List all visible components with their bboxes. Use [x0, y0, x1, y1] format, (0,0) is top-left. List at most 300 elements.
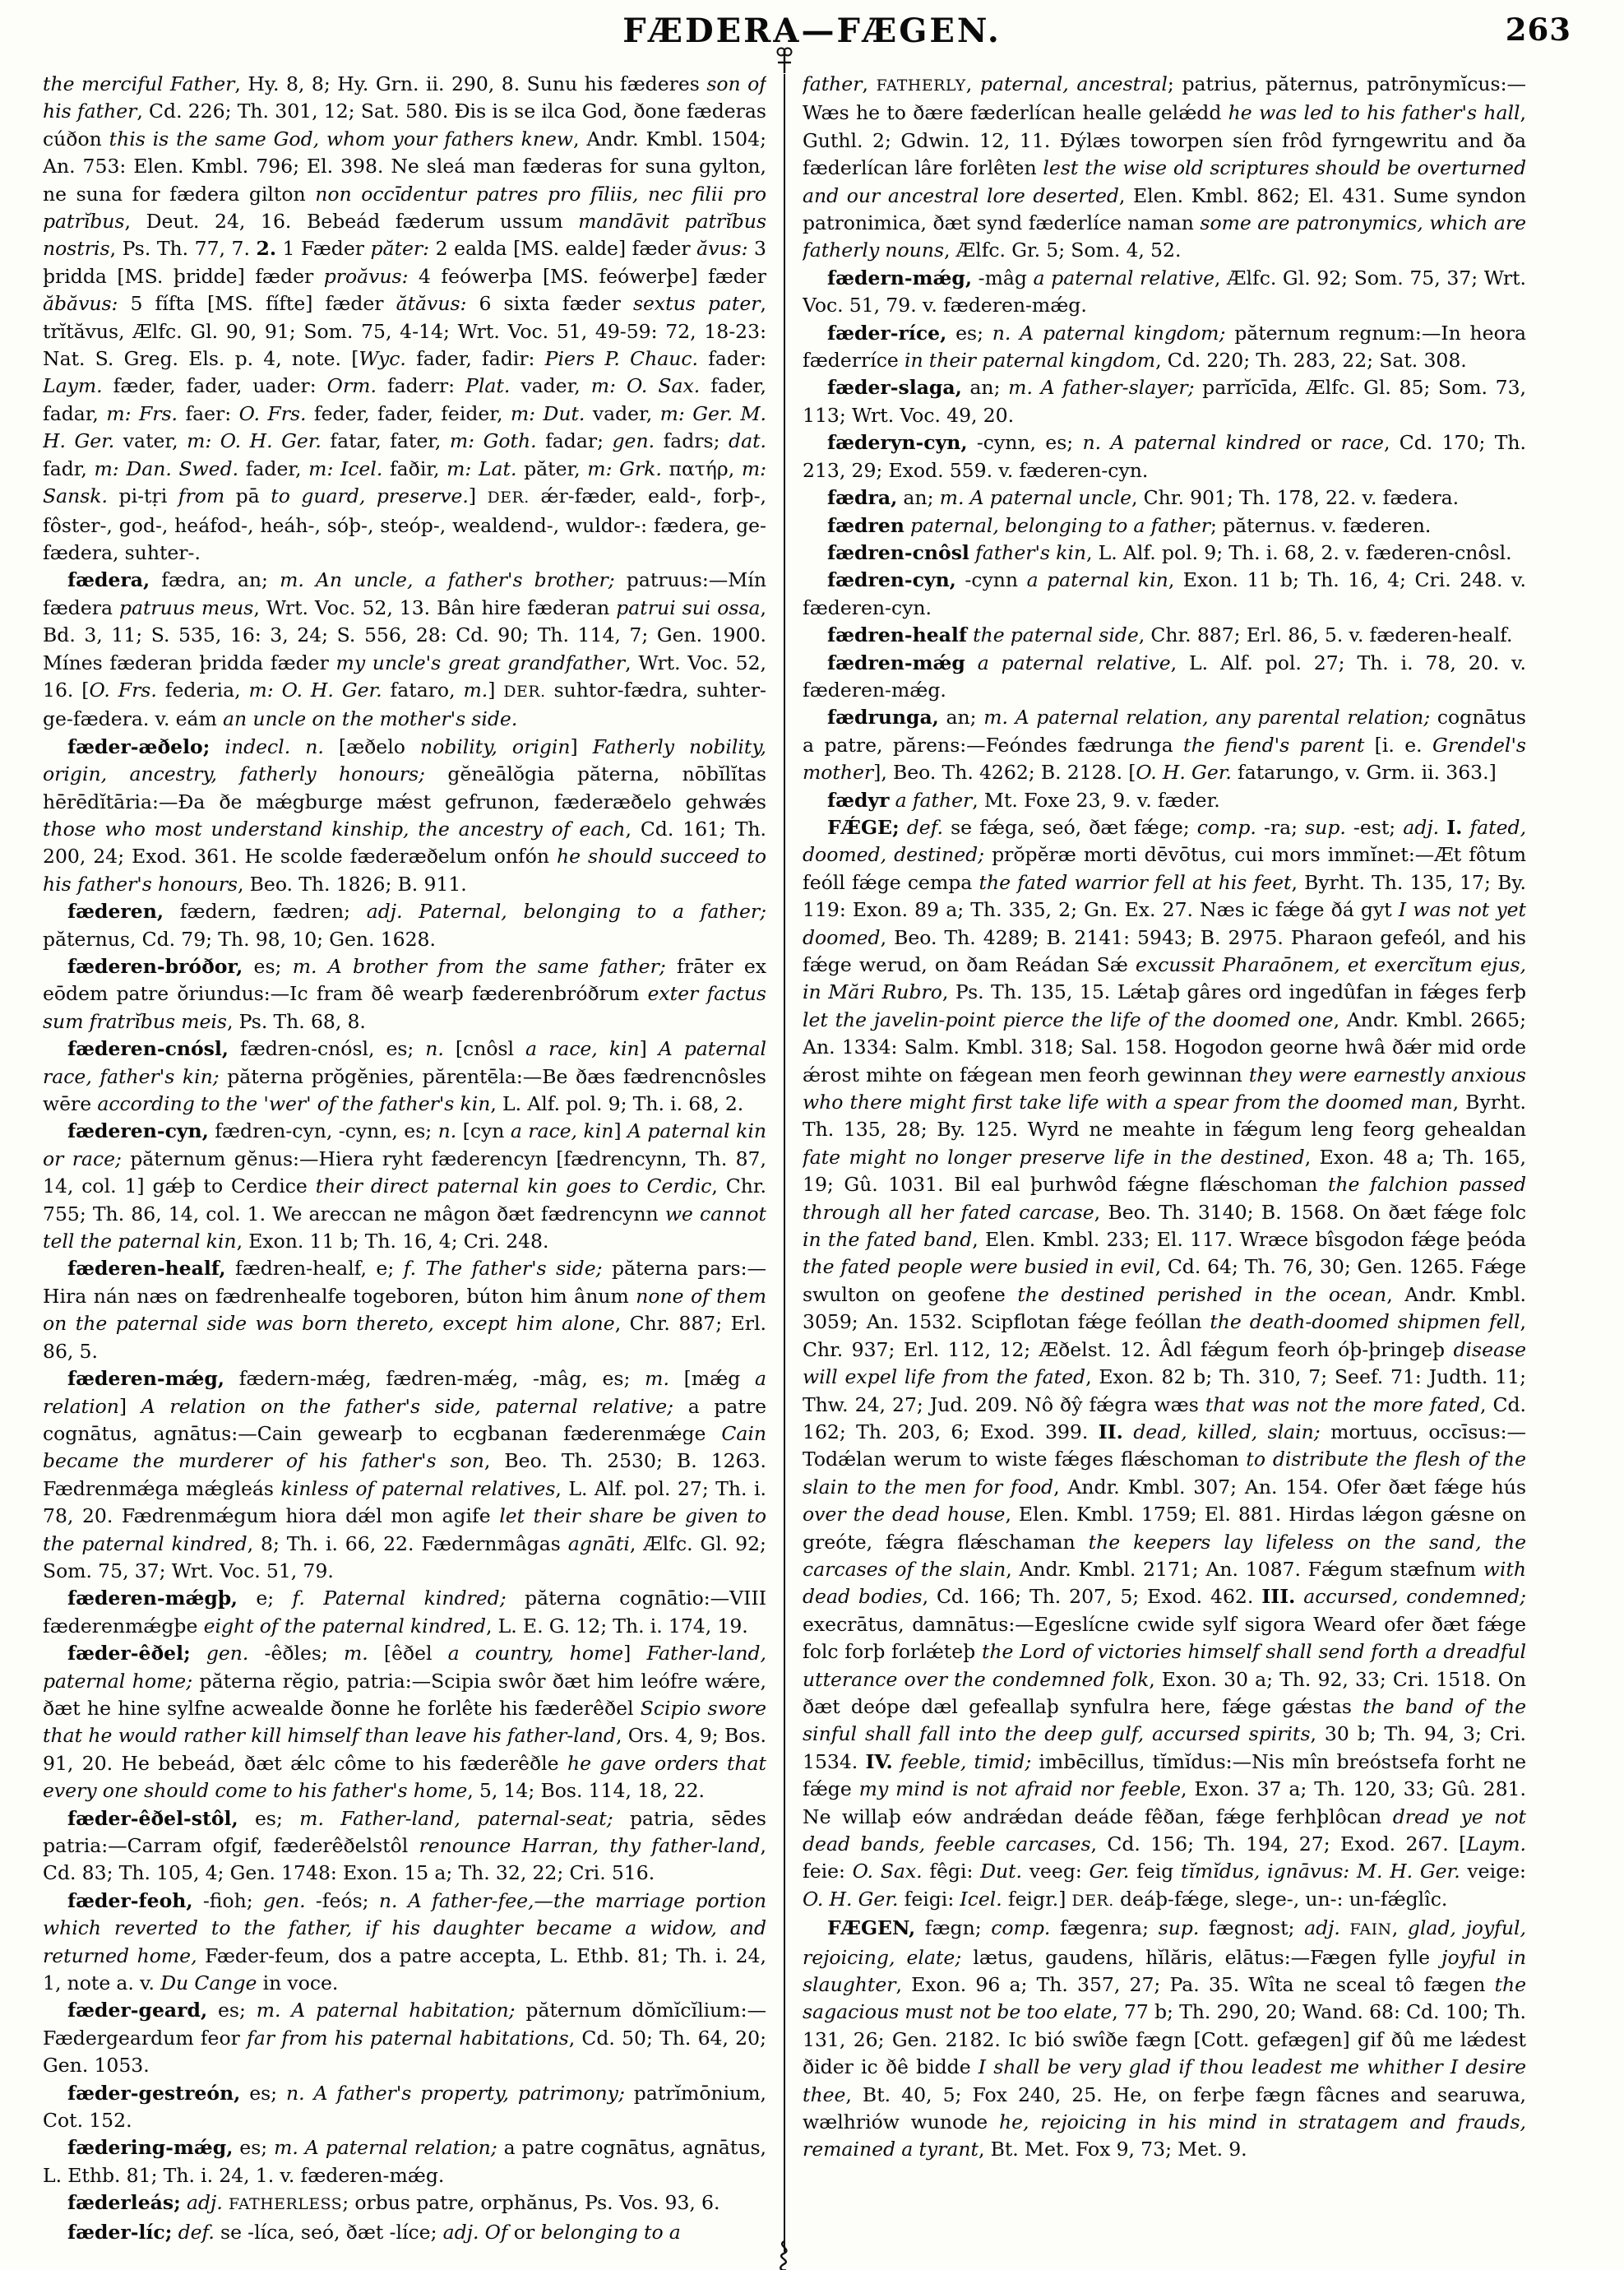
text-run	[890, 789, 895, 812]
text-run: , Ælfc. Gl. 92; Som. 75, 37; Wrt. Voc. 51, 79. v. fæderen-mǽg.	[803, 266, 1526, 317]
text-run: accursed, condemned;	[1303, 1585, 1526, 1609]
text-run: suhtor-fædra, suhter-ge-fædera. v. eám	[43, 678, 766, 731]
text-run: 2 ealda [MS. ealde] fæder	[429, 237, 697, 261]
text-run: , Elen. Kmbl. 862; El. 431. Sume syndon patronimica, ðæt synd fæderlíce naman	[803, 183, 1526, 235]
text-run: proăvus:	[323, 264, 409, 288]
dictionary-entry	[803, 704, 1526, 786]
text-run: se fǽga, seó, ðæt fǽge;	[943, 815, 1197, 839]
dictionary-entry	[803, 540, 1526, 567]
text-run: veige:	[1460, 1860, 1526, 1883]
headword: fæderen-cyn,	[67, 1119, 209, 1143]
text-run	[210, 735, 224, 758]
text-run: those who most understand kinship, the ancestry of each	[43, 817, 626, 841]
text-run: Wyc.	[359, 347, 406, 371]
text-run: an;	[961, 376, 1009, 400]
text-run: an uncle on the mother's side.	[223, 707, 518, 731]
text-run: , Bt. Met. Fox 9, 73; Met. 9.	[978, 2138, 1247, 2161]
text-run: m: Dut.	[510, 401, 585, 425]
text-run: , L. E. G. 12; Th. i. 174, 19.	[486, 1614, 748, 1638]
text-run: dead, killed, slain;	[1133, 1420, 1321, 1443]
text-run: far from his paternal habitations	[247, 2026, 569, 2050]
text-run: es;	[243, 955, 293, 978]
text-run: fædern-mǽg, fædren-mǽg, -mâg, es;	[224, 1367, 645, 1391]
dictionary-entry	[43, 1585, 766, 1640]
text-run: faðir,	[382, 456, 447, 480]
text-run: he, rejoicing in his mind in stratagem and frauds, remained a tyrant	[803, 2110, 1526, 2161]
text-run: , Cd. 83; Th. 105, 4; Gen. 1748: Exon. 15 a; Th. 32, 22; Cri. 516.	[43, 1834, 766, 1885]
text-run: ăbăvus:	[43, 292, 118, 316]
text-run: an;	[938, 706, 984, 730]
text-run: fêgi:	[922, 1860, 981, 1883]
text-run: the falchion passed through all her fated carcase	[803, 1173, 1526, 1224]
text-run: 3 þridda [MS. þridde] fæder	[43, 237, 766, 288]
headword: fædyr	[827, 788, 890, 812]
text-run: m: O. H. Ger.	[248, 678, 382, 702]
text-run: ]	[570, 734, 593, 758]
text-run: fædren-healf, e;	[225, 1257, 404, 1281]
text-run: fædern, fædren;	[164, 900, 367, 924]
text-run: I shall be very glad if thou leadest me whither I desire thee	[803, 2055, 1526, 2106]
headword: II.	[1098, 1420, 1123, 1443]
text-run: feeble, timid;	[900, 1749, 1032, 1773]
text-run: some are patronymics, which are fatherly nouns	[803, 211, 1526, 262]
text-run: paternal, ancestral	[979, 72, 1168, 95]
text-run: pā	[224, 484, 271, 508]
text-run: Orm.	[326, 374, 377, 398]
page-number: 263	[1505, 12, 1571, 48]
text-run: , trĭtăvus, Ælfc. Gl. 90, 91; Som. 75, 4-14; Wrt. Voc. 51, 49-59: 72, 18-23: Nat. S. Greg. Els. p. 4, note. [	[43, 292, 766, 371]
dictionary-entry	[803, 650, 1526, 705]
text-run: excussit Pharaōnem, et exercĭtum ejus, in Mări Rubro	[803, 953, 1526, 1004]
headword: fæderen-cnósl,	[67, 1037, 229, 1061]
text-run: m. A father-slayer;	[1008, 376, 1195, 400]
dictionary-entry	[43, 1255, 766, 1365]
text-run: , Andr. Kmbl. 1504; An. 753: Elen. Kmbl. 796; El. 398. Ne sleá man fæderas for suna gylton, ne suna for fædera gilton	[43, 127, 766, 206]
text-run: Ger.	[1089, 1860, 1130, 1883]
text-run: Grendel's mother	[803, 733, 1526, 785]
text-run: , Cd. 64; Th. 76, 30; Gen. 1265. Fǽge swulton on geofene	[803, 1255, 1526, 1306]
text-run: faer:	[178, 401, 239, 425]
text-run: veeg:	[1022, 1860, 1090, 1883]
text-run: fædren-cyn, -cynn, es;	[208, 1119, 438, 1143]
text-run: lætus, gaudens, hĭlăris, elātus:—Fægen fylle	[961, 1945, 1442, 1969]
text-run: m: Sansk.	[43, 456, 766, 508]
text-run: none of them on the paternal side was born thereto, except him alone	[43, 1284, 766, 1336]
text-run: , Ælfc. Gl. 92; Som. 75, 37; Wrt. Voc. 51, 79.	[43, 1531, 766, 1582]
text-run: paternal, belonging to a father	[910, 513, 1211, 537]
headword: fæderen-mǽgþ,	[67, 1587, 238, 1610]
dictionary-entry	[803, 622, 1526, 649]
text-run: -cynn, es;	[967, 431, 1083, 455]
text-run	[191, 1642, 206, 1665]
text-run: he gave orders that every one should come to his father's home	[43, 1751, 766, 1803]
text-run: , Wrt. Voc. 52, 16. [	[43, 651, 766, 702]
text-run: lest the wise old scriptures should be overturned and our ancestral lore deserted	[803, 156, 1526, 207]
dictionary-entry	[43, 2134, 766, 2189]
text-run	[181, 2191, 187, 2214]
text-run: gĕneālŏgia păterna, nōbĭlĭtas hērēdĭtāria:—Ða ðe mǽgburge mǽst gefrunon, fæderæðelo gehwǽs	[43, 762, 766, 813]
text-run	[969, 541, 975, 564]
text-run: the destined perished in the ocean	[1017, 1282, 1387, 1306]
text-run: the Lord of victories himself shall send forth a dreadful utterance over the condemned folk	[803, 1640, 1526, 1691]
text-run: O. Sax.	[852, 1860, 923, 1883]
text-run: feder, fader, feider,	[306, 401, 511, 425]
text-run: fadrs;	[655, 429, 729, 453]
text-run: the band of the sinful shall fall into the deep gulf, accursed spirits	[803, 1694, 1526, 1746]
text-run: m. A paternal relation, any parental relation;	[983, 706, 1431, 730]
text-run: a country, home	[447, 1642, 624, 1665]
text-run: the fiend's parent	[1183, 733, 1365, 757]
text-run: feigr.]	[1002, 1887, 1072, 1911]
text-run: vater,	[114, 429, 187, 453]
text-run: , Chr. 887; Erl. 86, 5.	[43, 1312, 766, 1363]
text-run: es;	[238, 1806, 300, 1830]
text-run: according to the 'wer' of the father's kin	[97, 1092, 491, 1116]
text-run: fædren-cnósl, es;	[229, 1037, 426, 1061]
text-run: Laym.	[43, 374, 103, 398]
text-run: a race, kin	[525, 1037, 640, 1061]
text-run: patruus meus	[118, 595, 254, 619]
text-run: sup.	[1158, 1916, 1200, 1940]
text-run: păterna pars:—Hira nán næs on fædrenhealfe togeboren, búton him ânum	[43, 1257, 766, 1308]
text-run: gen.	[206, 1642, 249, 1665]
text-run: Plat.	[465, 374, 511, 398]
text-run: f. Paternal kindred;	[292, 1587, 507, 1610]
text-run: , Byrht. Th. 135, 17; By. 119: Exon. 89 a; Th. 335, 2; Gn. Ex. 27. Næs ic fǽge ðá gyt	[803, 870, 1526, 922]
text-run: the paternal side	[973, 623, 1139, 647]
text-run: dread ye not dead bands, feeble carcases	[803, 1804, 1526, 1855]
text-run: m: Frs.	[106, 401, 178, 425]
text-run: fatarungo, v. Grm. ii. 363.]	[1231, 761, 1497, 785]
dictionary-entry	[43, 1805, 766, 1888]
text-run: fægenra;	[1050, 1916, 1159, 1940]
headword: fædering-mǽg,	[67, 2136, 234, 2160]
text-run: , Exon. 82 b; Th. 310, 7; Seef. 71: Judth. 11; Thw. 24, 27; Jud. 209. Nô ðŷ fǽgra wæs	[803, 1365, 1526, 1416]
text-run: [cnôsl	[443, 1037, 526, 1061]
text-run: or	[507, 2220, 541, 2244]
text-run: Fæder-feum, dos a patre accepta, L. Ethb. 81; Th. i. 24, 1, note a. v.	[43, 1943, 766, 1995]
text-run: -mâg	[972, 266, 1034, 290]
text-run: -êðles;	[248, 1642, 344, 1665]
text-run: kinless of paternal relatives	[280, 1476, 556, 1500]
text-run: , Andr. Kmbl. 2665; An. 1334: Salm. Kmbl. 318; Sal. 158. Hogodon georne hwâ ðǽr mid orde ǽrost mihte on fǽgean men feorh gewinnan	[803, 1008, 1526, 1086]
text-run: A paternal race, father's kin;	[43, 1037, 766, 1088]
text-run: the fated warrior fell at his feet	[979, 870, 1292, 894]
text-run: n.	[425, 1037, 444, 1061]
text-run: patria, sēdes patria:—Carram ofgif, fæderêðelstôl	[43, 1806, 766, 1857]
text-run	[905, 514, 910, 537]
text-run: non occīdentur patres pro fīliis, nec filii pro patrĭbus	[43, 182, 766, 234]
text-run: păterna cognātio:—VIII fæderenmǽgþe	[43, 1587, 766, 1638]
text-run: Icel.	[960, 1887, 1002, 1911]
text-run: , Exon. 30 a; Th. 92, 33; Cri. 1518. On ðæt deópe dæl gefeallaþ synfulra here, fǽge gǽstas	[803, 1667, 1526, 1718]
text-run: m: Goth.	[449, 429, 537, 453]
text-run: , 5, 14; Bos. 114, 18, 22.	[467, 1779, 705, 1803]
headword: fæder-êðel;	[67, 1642, 191, 1665]
text-run: to distribute the flesh of the slain to the men for food	[803, 1448, 1526, 1499]
headword: fæder-gestreón,	[67, 2081, 241, 2105]
text-run: pi-tṛi	[108, 484, 178, 508]
text-run: DER.	[503, 683, 546, 701]
text-run: ; orbus patre, orphănus, Ps. Vos. 93, 6.	[342, 2191, 720, 2215]
text-run: indecl. n.	[224, 734, 324, 758]
dictionary-entry	[803, 374, 1526, 429]
headword: fædren-cnôsl	[827, 540, 969, 564]
text-run: fated, doomed, destined;	[803, 815, 1526, 867]
right-column	[803, 71, 1526, 2255]
headword: fædren	[827, 513, 905, 537]
text-run: son of his father	[43, 72, 766, 123]
text-run: , Chr. 937; Erl. 112, 12; Æðelst. 12. Âdl fǽgum feorh óþ-þringeþ	[803, 1310, 1526, 1361]
text-run: , Deut. 24, 16. Bebeád fæderum ussum	[124, 210, 579, 234]
text-run: , Exon. 96 a; Th. 357, 27; Pa. 35. Wîta ne sceal tô fægen	[895, 1973, 1495, 1997]
text-run: fæder, fader, uader:	[102, 374, 327, 398]
text-run: exter factus sum fratrĭbus meis	[43, 982, 766, 1033]
text-run: belonging to a	[540, 2220, 681, 2244]
headword: fæder-geard,	[67, 1999, 208, 2022]
text-run: păter,	[516, 456, 588, 480]
headword: fædern-mǽg,	[827, 266, 973, 290]
headword: fædren-mǽg	[827, 651, 965, 674]
dictionary-entry	[803, 265, 1526, 320]
text-run: , Ælfc. Gr. 5; Som. 4, 52.	[944, 239, 1182, 262]
text-run: ]	[488, 678, 504, 702]
text-run: , Andr. Kmbl. 2171; An. 1087. Fǽgum stæfnum	[1006, 1557, 1483, 1581]
text-run: , Cd. 220; Th. 283, 22; Sat. 308.	[1155, 349, 1467, 373]
continuation-paragraph	[43, 71, 766, 567]
text-run: A paternal kin or race;	[43, 1119, 766, 1170]
text-run: m: Ger. M. H. Ger.	[43, 401, 766, 453]
text-run: cognātus a patre, părens:—Feóndes fædrunga	[803, 706, 1526, 757]
text-run: n. A paternal kindred	[1082, 431, 1302, 455]
text-run	[1123, 1420, 1133, 1443]
text-run: n. A paternal kingdom;	[992, 321, 1226, 345]
text-run: federia,	[156, 678, 249, 702]
headword: fædrunga,	[827, 706, 939, 730]
headword: IV.	[865, 1749, 893, 1773]
headword: fæderen-mǽg,	[67, 1367, 224, 1391]
text-run: m: Icel.	[308, 456, 383, 480]
text-run: ,	[862, 72, 877, 95]
text-run	[893, 1750, 900, 1773]
text-run: the sagacious must not be too elate	[803, 1973, 1526, 2024]
text-run: m.	[463, 678, 488, 702]
text-run: , Ors. 4, 9; Bos. 91, 20. He bebeád, ðæt ǽlc côme to his fæderêðle	[43, 1724, 766, 1775]
text-run: fadar;	[536, 429, 613, 453]
text-run: def.	[178, 2220, 215, 2244]
text-run: m: O. H. Ger.	[187, 429, 322, 453]
text-run: that was not the more fated	[1205, 1392, 1480, 1416]
text-run: FAIN	[1349, 1921, 1392, 1939]
text-run: , Elen. Kmbl. 233; El. 117. Wræce bîsgodon fǽge þeóda	[972, 1228, 1526, 1252]
text-run: from	[178, 484, 225, 508]
text-run: let their share be given to the paternal kindred	[43, 1504, 766, 1555]
text-run: fader, fadar,	[43, 374, 766, 425]
headword: fæder-slaga,	[827, 376, 962, 400]
text-run: fataro,	[382, 678, 464, 702]
text-run: es;	[946, 321, 992, 345]
text-run: patrĭmōnium, Cot. 152.	[43, 2081, 766, 2133]
text-run: deáþ-fǽge, slege-, un-: un-fǽglîc.	[1113, 1887, 1448, 1911]
text-run: A relation on the father's side, paternal relative;	[141, 1394, 674, 1418]
text-run: , Elen. Kmbl. 1759; El. 881. Hirdas lǽgon gǽsne on greóte, fǽgra flǽschaman	[803, 1503, 1526, 1554]
text-run	[965, 651, 978, 674]
text-run: m: O. Sax.	[590, 374, 701, 398]
text-run: DER.	[1071, 1892, 1114, 1910]
text-run: m. Father-land, paternal-seat;	[299, 1806, 613, 1830]
text-run: a paternal relative	[977, 651, 1171, 674]
text-run: ătăvus:	[396, 292, 467, 316]
text-run: a race, kin	[510, 1119, 614, 1143]
text-run: adj.	[1403, 815, 1440, 839]
headword: fæder-ríce,	[827, 321, 947, 345]
text-run: fægn;	[915, 1916, 992, 1940]
text-run: we cannot tell the paternal kin	[43, 1202, 766, 1253]
text-run: prŏpĕræ morti dēvōtus, cui mors immĭnet:—Æt fôtum feóll fǽge cempa	[803, 843, 1526, 894]
text-run: execrātus, damnātus:—Egeslícne cwide sylf sigora Weard ofer ðæt fǽge folc forþ forlǽteþ	[803, 1612, 1526, 1664]
text-run: Scipio swore that he would rather kill himself than leave his father-land	[43, 1696, 766, 1748]
text-run: păterna prŏgĕnies, părentēla:—Be ðæs fædrencnôsles wēre	[43, 1064, 766, 1116]
dictionary-entry	[803, 1915, 1526, 2164]
text-run: , Cd. 156; Th. 194, 27; Exod. 267. [	[1090, 1832, 1467, 1855]
text-run: m: Lat.	[446, 456, 517, 480]
text-run: , L. Alf. pol. 27; Th. i. 78, 20. v. fæderen-mǽg.	[803, 651, 1526, 702]
text-run: n.	[437, 1119, 457, 1143]
dictionary-entry	[43, 1888, 766, 1998]
headword: I.	[1446, 815, 1463, 839]
text-run: comp.	[991, 1916, 1051, 1940]
text-run: or	[1301, 431, 1341, 455]
text-run: , 8; Th. i. 66, 22. Fædernmâgas	[247, 1531, 568, 1555]
dictionary-entry	[43, 953, 766, 1035]
text-run: , L. Alf. pol. 9; Th. i. 68, 2. v. fæderen-cnôsl.	[1086, 540, 1512, 564]
dictionary-entry	[803, 567, 1526, 622]
text-run: the fated people were busied in evil	[803, 1255, 1155, 1279]
text-run: [mǽg	[669, 1367, 755, 1391]
text-run: this is the same God, whom your fathers knew	[109, 127, 573, 151]
text-run: ]	[639, 1037, 659, 1061]
text-run: race	[1340, 431, 1384, 455]
printer-squiggle-mark-icon	[773, 2240, 796, 2270]
dictionary-entry	[43, 1997, 766, 2079]
text-run: Du Cange	[160, 1971, 257, 1995]
text-run: , Hy. 8, 8; Hy. Grn. ii. 290, 8. Sunu his fæderes	[234, 72, 707, 95]
text-run: , L. Alf. pol. 27; Th. i. 78, 20. Fædrenmǽgum hiora dǽl mon agife	[43, 1476, 766, 1528]
text-run: vader,	[585, 401, 660, 425]
text-run: , Chr. 755; Th. 86, 14, col. 1. We areccan ne mâgon ðæt fædrencynn	[43, 1174, 766, 1225]
dictionary-entry	[43, 2080, 766, 2135]
text-run: , Cd. 226; Th. 301, 12; Sat. 580. Ðis is se ilca God, ðone fæderas cúðon	[43, 100, 766, 151]
text-run: fægnost;	[1199, 1916, 1305, 1940]
text-run: e;	[238, 1587, 293, 1610]
text-run: parrĭcīda, Ælfc. Gl. 85; Som. 73, 113; Wrt. Voc. 49, 20.	[803, 376, 1526, 427]
text-run: a paternal kin	[1026, 568, 1168, 592]
text-run: , Guthl. 2; Gdwin. 12, 11. Ðýlæs toworpen síen frôd fyrngewritu and ða fæderlícan lâre forlêten	[803, 101, 1526, 180]
text-run: fate might no longer preserve life in the destined	[803, 1145, 1305, 1169]
text-run: , Byrht. Th. 135, 28; By. 125. Wyrd ne meahte in fǽgum leng feorg gehealdan	[803, 1091, 1526, 1142]
text-run: father	[803, 72, 863, 95]
text-run: , Exon. 11 b; Th. 16, 4; Cri. 248.	[236, 1230, 549, 1253]
text-run: [i. e.	[1364, 733, 1432, 757]
text-run: , Andr. Kmbl. 3059; An. 1532. Scipflotan fǽge feóllan	[803, 1282, 1526, 1334]
text-run: , Wrt. Voc. 52, 13. Bân hire fæderan	[253, 595, 617, 619]
text-run: m. A brother from the same father;	[292, 955, 666, 978]
text-run: sup.	[1305, 815, 1346, 839]
text-run: a patre cognātus, agnātus, L. Ethb. 81; Th. i. 24, 1. v. fæderen-mǽg.	[43, 2136, 766, 2187]
text-run	[900, 816, 907, 839]
text-run: păternum regnum:—In heora fæderríce	[803, 321, 1526, 373]
text-run: ǽr-fæder, eald-, forþ-, fôster-, god-, heáfod-, heáh-, sóþ-, steóp-, wealdend-, wuldor-: fædera, ge-fædera, suhter-.	[43, 484, 766, 564]
text-run: ; patrius, păternus, patrōnymĭcus:—Wæs he to ðære fæderlícan healle gelǽdd	[803, 72, 1526, 125]
text-run: vader,	[510, 374, 591, 398]
headword: fæder-feoh,	[67, 1888, 193, 1912]
text-run: my mind is not afraid nor feeble	[858, 1777, 1182, 1801]
dictionary-entry	[43, 1365, 766, 1585]
text-run: an;	[897, 486, 940, 510]
text-run: ]	[468, 484, 488, 508]
text-run: [êðel	[368, 1642, 448, 1665]
text-run: [cyn	[456, 1119, 511, 1143]
text-run: FATHERLY	[876, 77, 966, 95]
text-run: , Cd. 166; Th. 207, 5; Exod. 462.	[922, 1585, 1262, 1609]
text-run: father's kin	[975, 540, 1087, 564]
text-run: , Bt. 40, 5; Fox 240, 25. He, on ferþe fægn fâcnes and searuwa, wælhriów wunode	[803, 2082, 1526, 2134]
text-run: m.	[645, 1367, 669, 1391]
text-run: păterna rĕgio, patria:—Scipia swôr ðæt him leófre wǽre, ðæt he hine sylfne acwealde ðonne he forlête his fæderêðel	[43, 1669, 766, 1720]
text-run: imbēcillus, tĭmĭdus:—Nis mîn breóstsefa forht ne fǽge	[803, 1749, 1526, 1801]
text-run: , 77 b; Th. 290, 20; Wand. 68: Cd. 100; Th. 131, 26; Gen. 2182. Ic bió swîðe fægn [Cott. gefægen] gif ðû me lǽdest ðider ic ðê bidde	[803, 2000, 1526, 2079]
text-run: their direct paternal kin goes to Cerdic	[315, 1174, 712, 1198]
text-run: O. H. Ger.	[803, 1887, 899, 1911]
text-run: 1 Fæder	[276, 237, 371, 261]
text-run: they were earnestly anxious who there might first take life with a spear from the doomed man	[803, 1063, 1526, 1114]
dictionary-entry	[43, 567, 766, 733]
dictionary-entry	[43, 2189, 766, 2218]
text-run: -est;	[1345, 815, 1404, 839]
text-run: , Chr. 887; Erl. 86, 5. v. fæderen-healf.	[1138, 623, 1513, 647]
text-run: ,	[1391, 1916, 1408, 1940]
text-run: Cain became the murderer of his father's son	[43, 1421, 766, 1473]
text-run: es;	[240, 2081, 287, 2105]
text-run: m: Dan. Swed.	[94, 456, 239, 480]
dictionary-entry	[43, 2219, 766, 2246]
dictionary-entry	[803, 787, 1526, 814]
headword: fæder-líc;	[67, 2220, 173, 2244]
text-run: , L. Alf. pol. 9; Th. i. 68, 2.	[490, 1092, 744, 1116]
text-run: Dut.	[980, 1860, 1023, 1883]
text-run: păternus, Cd. 79; Th. 98, 10; Gen. 1628.	[43, 927, 436, 951]
headword: fæderen-healf,	[67, 1257, 226, 1281]
text-run: ]	[613, 1119, 627, 1143]
text-run: fatar, fater,	[321, 429, 450, 453]
text-run: , Cd. 161; Th. 200, 24; Exod. 361. He scolde fæderæðelum onfón	[43, 817, 766, 869]
text-run: patrui sui ossa	[616, 595, 761, 619]
headword: fædren-healf	[827, 623, 967, 647]
text-run: m. A paternal habitation;	[256, 1999, 516, 2022]
headword: 2.	[256, 237, 277, 261]
text-run: gen.	[612, 429, 655, 453]
text-run: mandāvit patrĭbus nostris	[43, 210, 766, 261]
text-run: adj.	[1304, 1916, 1340, 1940]
text-run: in their paternal kingdom	[904, 349, 1156, 373]
text-run: fadr,	[43, 456, 95, 480]
text-run: he was led to his father's hall	[1228, 101, 1520, 125]
text-run: over the dead house	[803, 1503, 1006, 1526]
text-run: ,	[965, 72, 980, 95]
headword: fæderen-bróðor,	[67, 955, 243, 978]
text-run: ăvus:	[696, 237, 748, 261]
text-run: -ra;	[1256, 815, 1306, 839]
